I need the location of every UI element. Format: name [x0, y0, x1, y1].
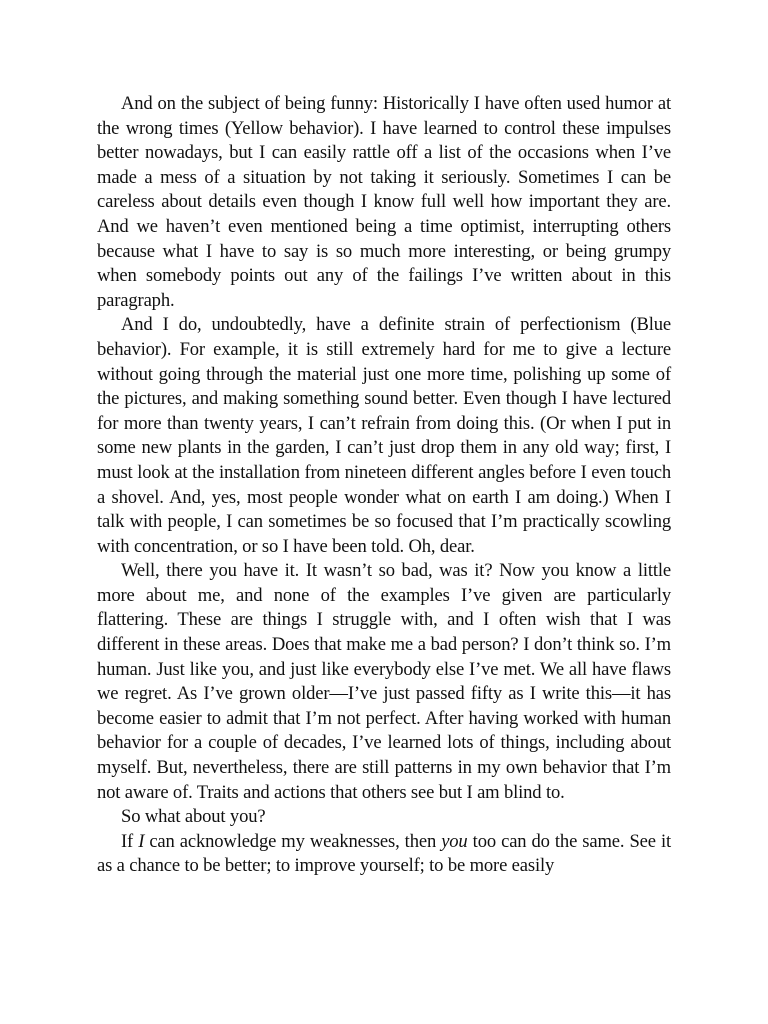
paragraph-acknowledge-weaknesses [97, 830, 671, 879]
paragraph-text-segment: can acknowledge my weaknesses, then [144, 830, 442, 852]
paragraph-text-segment: too can do the same. See it as a chance to be better; to improve yourself; to be more easily [97, 830, 671, 877]
paragraph-text-segment: If [121, 830, 139, 852]
paragraph-funny-humor: And on the subject of being funny: Historically I have often used humor at the wrong times (Yellow behavior). I have learned to control these impulses better nowadays, but I can easily rattle off a list of the occasions when I’ve made a mess of a situation by not taking it seriously. Sometimes I can be careless about details even though I know full well how important they are. And we haven’t even mentioned being a time optimist, interrupting others because what I have to say is so much more interesting, or being grumpy when somebody points out any of the failings I’ve written about in this paragraph. [97, 93, 671, 311]
paragraph-perfectionism: And I do, undoubtedly, have a definite strain of perfectionism (Blue behavior). For example, it is still extremely hard for me to give a lecture without going through the material just one more time, polishing up some of the pictures, and making something sound better. Even though I have lectured for more than twenty years, I can’t refrain from doing this. (Or when I put in some new plants in the garden, I can’t just drop them in any old way; first, I must look at the installation from nineteen different angles before I even touch a shovel. And, yes, most people wonder what on earth I am doing.) When I talk with people, I can sometimes be so focused that I’m practically scowling with concentration, or so I have been told. Oh, dear. [97, 314, 671, 557]
paragraph-what-about-you: So what about you? [121, 806, 266, 828]
emphasis-you: you [441, 830, 468, 852]
paragraph-there-you-have-it: Well, there you have it. It wasn’t so bad, was it? Now you know a little more about me, and none of the examples I’ve given are particularly flattering. These are things I struggle with, and I often wish that I was different in these areas. Does that make me a bad person? I don’t think so. I’m human. Just like you, and just like everybody else I’ve met. We all have flaws we regret. As I’ve grown older—I’ve just passed fifty as I write this—it has become easier to admit that I’m not perfect. After having worked with human behavior for a couple of decades, I’ve learned lots of things, including about myself. But, nevertheless, there are still patterns in my own behavior that I’m not aware of. Traits and actions that others see but I am blind to. [97, 560, 671, 803]
emphasis-i: I [138, 830, 145, 852]
body-text [97, 92, 671, 879]
